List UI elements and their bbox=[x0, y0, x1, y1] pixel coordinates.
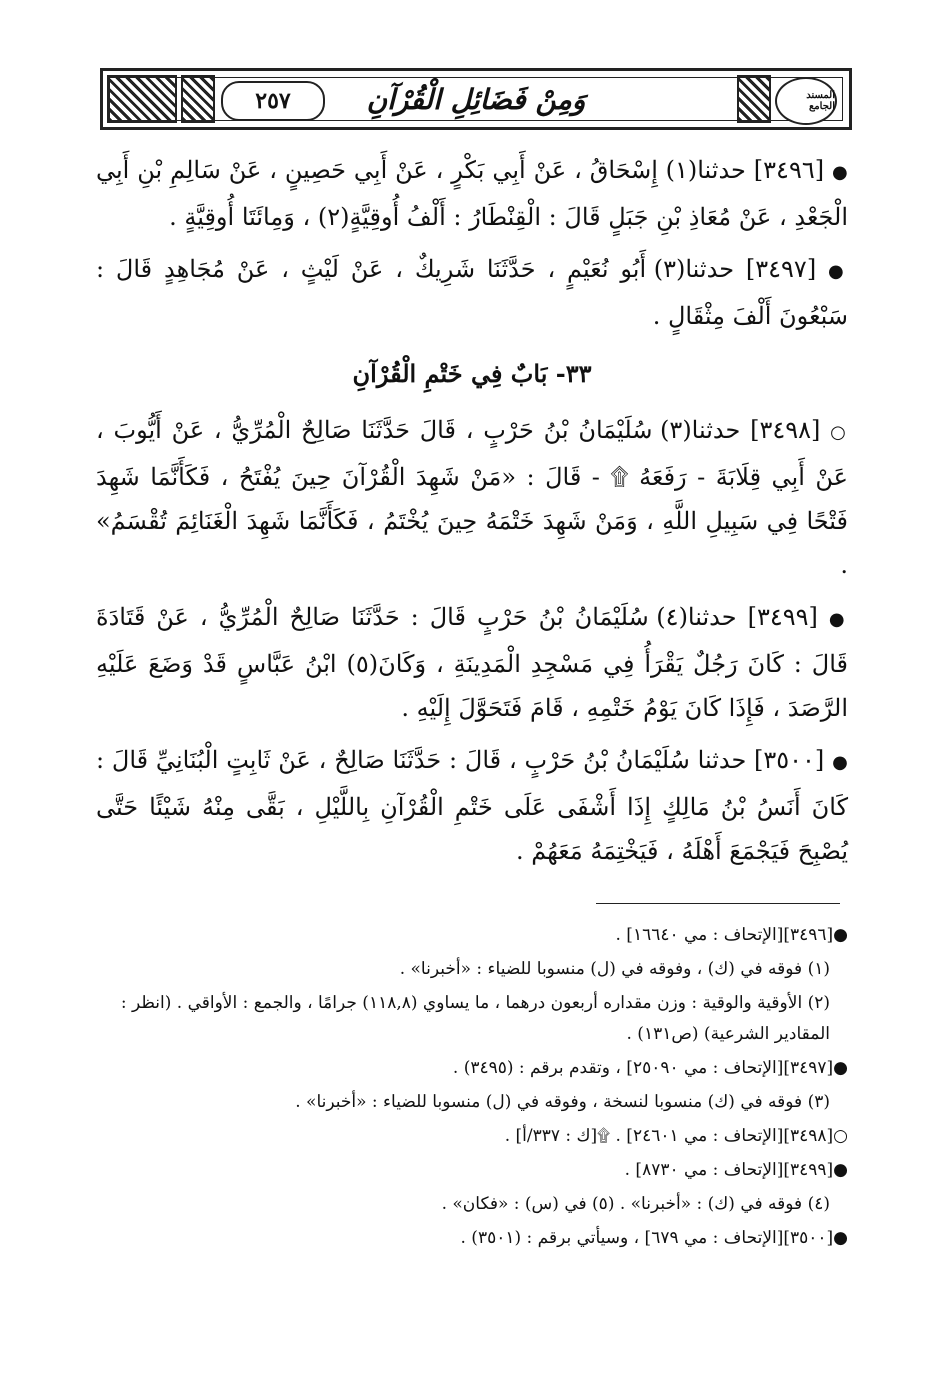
footnote: (٤) فوقه في (ك) : «أخبرنا» . (٥) في (س) : «فكان» . bbox=[441, 1194, 830, 1214]
bullet-marker: ● bbox=[832, 752, 848, 773]
hadith-text: [٣٥٠٠] حدثنا سُلَيْمَانُ بْنُ حَرْبٍ ، قَالَ : حَدَّثَنَا صَالِحٌ ، عَنْ ثَابِتٍ الْبُنَانِيِّ قَالَ : كَانَ أَنَسُ بْنُ مَالِكٍ إِذَا أَشْفَى عَلَى خَتْمِ الْقُرْآنِ بِاللَّيْلِ ، بَقَّى مِنْهُ شَيْئًا حَتَّى يُصْبِحَ فَيَجْمَعَ أَهْلَهُ ، فَيَخْتِمَهُ مَعَهُمْ . bbox=[96, 746, 848, 865]
header-title: وَمِنْ فَضَائِلِ الْقُرْآنِ bbox=[366, 82, 586, 116]
hadith-3498 bbox=[96, 408, 848, 587]
header-title-frame bbox=[109, 77, 843, 121]
footnote: ●[٣٤٩٦][الإتحاف : مي ١٦٦٤٠] . bbox=[615, 925, 848, 945]
page-number: ٢٥٧ bbox=[221, 81, 325, 121]
hadith-text: [٣٤٩٧] حدثنا(٣) أَبُو نُعَيْمٍ ، حَدَّثَنَا شَرِيكٌ ، عَنْ لَيْثٍ ، عَنْ مُجَاهِدٍ قَالَ : سَبْعُونَ أَلْفَ مِثْقَالٍ . bbox=[96, 255, 848, 330]
bullet-marker: ● bbox=[828, 261, 848, 282]
footnote: (١) فوقه في (ك) ، وفوقه في (ل) منسوبا للضياء : «أخبرنا» . bbox=[399, 959, 830, 979]
footnote: (٢) الأوقية والوقية : وزن مقداره أربعون درهما ، ما يساوي (١١٨,٨) جرامًا ، والجمع : الأواقي . (انظر : المقادير الشرعية) (ص١٣١) . bbox=[120, 993, 830, 1044]
hadith-3497 bbox=[96, 247, 848, 338]
seal-logo: المسند الجامع bbox=[775, 77, 837, 125]
main-text bbox=[96, 148, 848, 879]
footnote: ●[٣٤٩٩][الإتحاف : مي ٨٧٣٠] . bbox=[624, 1160, 848, 1180]
hadith-text: [٣٤٩٨] حدثنا(٣) سُلَيْمَانُ بْنُ حَرْبٍ ، قَالَ حَدَّثَنَا صَالِحٌ الْمُرِّيُّ ، عَنْ أَيُّوبَ ، عَنْ أَبِي قِلَابَةَ - رَفَعَهُ ۩ - قَالَ : «مَنْ شَهِدَ الْقُرْآنَ حِينَ يُفْتَحُ ، فَكَأَنَّمَا شَهِدَ فَتْحًا فِي سَبِيلِ اللَّهِ ، وَمَنْ شَهِدَ خَتْمَهُ حِينَ يُخْتَمُ ، فَكَأَنَّمَا شَهِدَ الْغَنَائِمَ تُقْسَمُ» . bbox=[96, 416, 848, 579]
hadith-3499 bbox=[96, 595, 848, 730]
bullet-marker: ● bbox=[828, 609, 848, 630]
footnotes bbox=[96, 920, 848, 1257]
running-header bbox=[100, 68, 852, 130]
hadith-3500 bbox=[96, 738, 848, 873]
footnote: ●[٣٤٩٧][الإتحاف : مي ٢٥٠٩٠] ، وتقدم برقم : (٣٤٩٥) . bbox=[452, 1058, 848, 1078]
chapter-heading: ٣٣- بَابٌ فِي خَتْمِ الْقُرْآنِ bbox=[352, 359, 592, 388]
hadith-text: [٣٤٩٩] حدثنا(٤) سُلَيْمَانُ بْنُ حَرْبٍ قَالَ : حَدَّثَنَا صَالِحٌ الْمُرِّيُّ ، عَنْ قَتَادَةَ قَالَ : كَانَ رَجُلٌ يَقْرَأُ فِي مَسْجِدِ الْمَدِينَةِ ، وَكَانَ(٥) ابْنُ عَبَّاسٍ قَدْ وَضَعَ عَلَيْهِ الرَّصَدَ ، فَإِذَا كَانَ يَوْمُ خَتْمِهِ ، قَامَ فَتَحَوَّلَ إِلَيْهِ . bbox=[96, 603, 849, 722]
hadith-text: [٣٤٩٦] حدثنا(١) إِسْحَاقُ ، عَنْ أَبِي بَكْرٍ ، عَنْ أَبِي حَصِينٍ ، عَنْ سَالِمِ بْنِ أَبِي الْجَعْدِ ، عَنْ مُعَاذِ بْنِ جَبَلٍ قَالَ : الْقِنْطَارُ : أَلْفُ أُوقِيَّةٍ(٢) ، وَمِائَتَا أُوقِيَّةٍ . bbox=[96, 156, 848, 231]
hadith-3496 bbox=[96, 148, 848, 239]
footnote: ●[٣٥٠٠][الإتحاف : مي ٦٧٩] ، وسيأتي برقم : (٣٥٠١) . bbox=[460, 1228, 848, 1248]
footnote-divider bbox=[596, 903, 840, 904]
footnote: (٣) فوقه في (ك) منسوبا لنسخة ، وفوقه في (ل) منسوبا للضياء : «أخبرنا» . bbox=[295, 1092, 830, 1112]
bullet-marker: ● bbox=[832, 162, 848, 183]
footnote: ○[٣٤٩٨][الإتحاف : مي ٢٤٦٠١] . ۩[ك : ٣٣٧/أ] . bbox=[504, 1126, 848, 1146]
bullet-marker: ○ bbox=[830, 422, 848, 443]
